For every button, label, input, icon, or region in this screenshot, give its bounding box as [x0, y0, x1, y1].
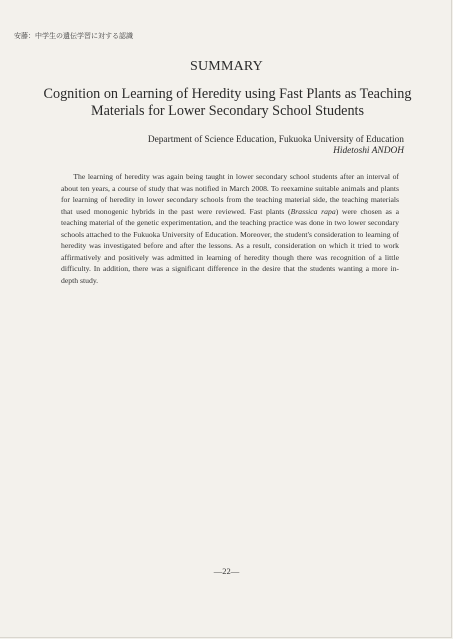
author-name: Hidetoshi ANDOH — [333, 146, 404, 156]
page-number: —22— — [213, 566, 240, 576]
author-affiliation: Department of Science Education, Fukuoka University of Education — [147, 135, 404, 145]
paper-title — [18, 86, 437, 119]
paper-title-line-1: Cognition on Learning of Heredity using Fast Plants as Teaching — [43, 86, 412, 102]
abstract-text-part-1: The learning of heredity was again being taught in lower secondary school students after an interval of about ten years, a course of study that was notified in March 2008. To reexamine suitable animals and plants for learning of heredity in lower secondary schools from the teaching material side, the teaching materials that used monogenic hybrids in the past were reviewed. Fast plants ( — [61, 172, 399, 216]
paper-title-line-2: Materials for Lower Secondary School Students — [90, 102, 365, 119]
running-header: 安藤：中学生の遺伝学習に対する認識 — [14, 32, 133, 40]
summary-heading: SUMMARY — [190, 59, 263, 74]
abstract-paragraph — [61, 171, 399, 286]
species-name: Brassica rapa — [290, 206, 336, 216]
abstract-text-part-2: ) were chosen as a teaching material of the genetic experimentation, and the teaching practice was done in two lower secondary schools attached to the Fukuoka University of Education. Moreover, the student's consideration to learning of heredity was investigated before and after the lessons. As a result, consideration on which it tried to work affirmatively and positively was admitted in learning of heredity though there was recognition of a little difficulty. In addition, there was a significant difference in the desire that the students wanting a more in-depth study. — [61, 206, 399, 285]
